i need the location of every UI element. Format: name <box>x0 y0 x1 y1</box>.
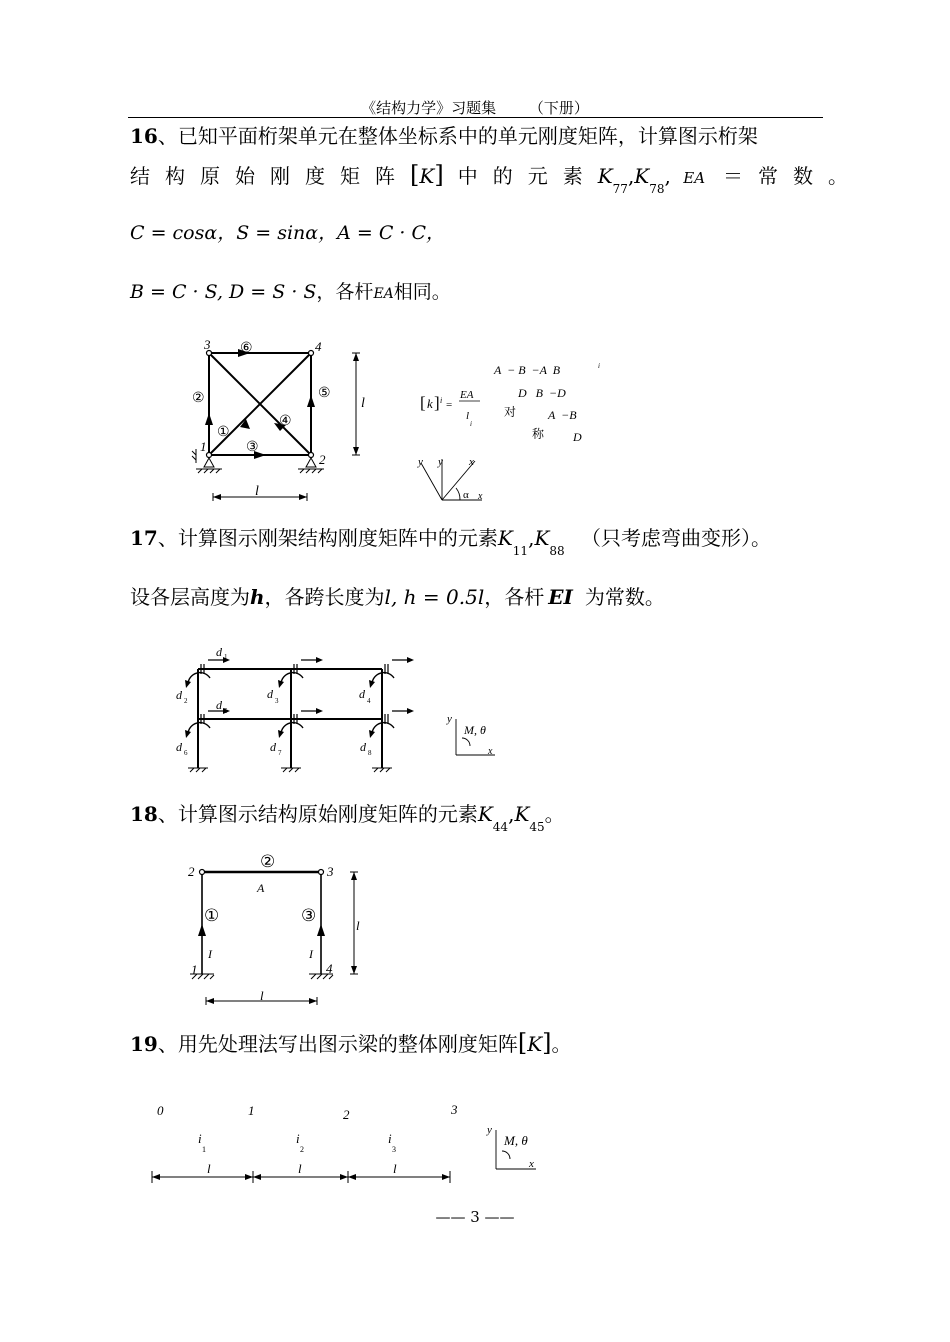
q16-text-2c: ＝常数。 <box>723 164 864 188</box>
beam-i1-sub: 1 <box>202 1145 206 1154</box>
truss-label-m6: ⑥ <box>240 341 253 356</box>
q17-ei: EI <box>548 585 573 609</box>
frame-d3: d <box>267 687 273 701</box>
q16-formula-2a: B = C · S, D = S · S <box>130 281 317 303</box>
q17-k-sym-b: K <box>534 526 550 550</box>
matrix-sym-1: 对 <box>504 405 517 419</box>
frame-d8: d <box>360 740 366 754</box>
q16-ea: EA <box>683 169 706 187</box>
portal-member-1: ① <box>204 906 220 925</box>
beam-i1: i <box>198 1131 202 1146</box>
axis-y-bar: y <box>418 456 423 468</box>
frame-axis-m: M, θ <box>464 723 486 737</box>
q17-text-2d: ，各杆 <box>484 585 545 609</box>
q19-beam-figure <box>140 1095 560 1195</box>
header-volume: （下册） <box>528 99 589 117</box>
frame-d7-sub: 7 <box>278 749 282 757</box>
matrix-bracket-close: ] <box>434 393 440 412</box>
matrix-row-3: A −B <box>548 408 577 422</box>
q16-text-2a: 结构原始刚度矩阵 <box>130 164 410 188</box>
matrix-sym-2: 称 <box>532 427 545 441</box>
q16-truss-figure <box>180 335 640 505</box>
beam-node-2: 2 <box>343 1107 350 1122</box>
q17-text-1b: （只考虑弯曲变形）。 <box>581 526 772 550</box>
truss-label-m1: ① <box>217 425 230 440</box>
truss-label-m3: ③ <box>246 440 259 455</box>
q16-formula-2b: ，各杆 <box>316 281 374 303</box>
matrix-k: k <box>427 396 433 411</box>
frame-d2: d <box>176 688 182 702</box>
q17-line2 <box>130 581 665 610</box>
frame-d6-sub: 6 <box>184 749 188 757</box>
matrix-k-sup: i <box>440 396 443 405</box>
frame-d8-sub: 8 <box>368 749 372 757</box>
truss-label-m4: ④ <box>279 414 292 429</box>
q19-number: 19 <box>130 1032 158 1056</box>
axis-alpha: α <box>463 489 469 501</box>
q19-text-1b: 。 <box>551 1032 572 1056</box>
truss-label-m5: ⑤ <box>318 386 331 401</box>
q19-k: K <box>527 1032 543 1056</box>
q17-text-2c: l, h = 0.5l <box>384 585 485 609</box>
portal-member-2: ② <box>260 852 276 871</box>
truss-node-3: 3 <box>204 337 211 352</box>
page-header <box>0 97 950 118</box>
q18-text-1b: 。 <box>544 802 565 826</box>
q19-line1: 19、用先处理法写出图示梁的整体刚度矩阵[K]。 <box>130 1029 572 1057</box>
frame-d7: d <box>270 740 276 754</box>
frame-d5: d <box>216 698 222 712</box>
frame-d4-sub: 4 <box>367 697 371 705</box>
q16-formula-2c: 相同。 <box>393 281 451 303</box>
q17-h: h <box>250 585 265 609</box>
matrix-row-4: D <box>573 430 582 444</box>
q17-k88: 88 <box>549 544 565 558</box>
beam-node-3: 3 <box>451 1102 458 1117</box>
beam-len-1: l <box>207 1161 211 1176</box>
portal-col-prop-right: I <box>309 947 313 961</box>
truss-node-4: 4 <box>315 339 322 354</box>
q18-k45: 45 <box>529 820 545 834</box>
q17-number: 17 <box>130 526 158 550</box>
page-number: —— 3 —— <box>435 1208 515 1226</box>
beam-axis-m: M, θ <box>504 1133 528 1148</box>
beam-i2-sub: 2 <box>300 1145 304 1154</box>
q18-k44: 44 <box>492 820 509 834</box>
q18-line1: 18、计算图示结构原始刚度矩阵的元素$K_{44},K_{45}$。 <box>130 802 565 834</box>
frame-d1-sub: 1 <box>224 653 228 661</box>
beam-i3-sub: 3 <box>392 1145 396 1154</box>
q17-k-sym-a: K <box>497 526 513 550</box>
q16-line2: 结构原始刚度矩阵[K] 中的元素$K_{77},K_{78}$, EA ＝常数。 <box>130 161 864 196</box>
q16-line1 <box>130 120 758 149</box>
matrix-frac-den: l <box>466 410 470 422</box>
q16-text-2b: 中的元素 <box>457 164 598 188</box>
truss-dim-vertical: l <box>361 396 365 411</box>
beam-len-2: l <box>298 1161 302 1176</box>
q19-text-1a: 、用先处理法写出图示梁的整体刚度矩阵 <box>157 1032 518 1056</box>
beam-i3: i <box>388 1131 392 1146</box>
header-title: 《结构力学》习题集 <box>361 99 497 117</box>
portal-col-prop-left: I <box>208 947 212 961</box>
portal-dim-vertical: l <box>356 918 360 933</box>
q17-k11: 11 <box>512 544 529 558</box>
q16-k77: 77 <box>612 182 628 196</box>
beam-axis-x: x <box>529 1158 534 1170</box>
matrix-eq: = <box>446 399 453 411</box>
q18-number: 18 <box>130 802 158 826</box>
q16-text-1: 、已知平面桁架单元在整体坐标系中的单元刚度矩阵，计算图示桁架 <box>157 124 758 148</box>
portal-member-3: ③ <box>301 906 317 925</box>
beam-i2: i <box>296 1131 300 1146</box>
beam-axis-y: y <box>487 1124 492 1136</box>
portal-beam-prop: A <box>257 881 265 895</box>
q16-ea-2: EA <box>373 286 394 302</box>
q16-k-sym-b: K <box>634 164 650 188</box>
beam-node-0: 0 <box>157 1103 164 1118</box>
q16-k-sym-a: K <box>597 164 613 188</box>
q16-k78: 78 <box>649 182 665 196</box>
q17-text-2b: ，各跨长度为 <box>264 585 385 609</box>
truss-dim-horizontal: l <box>255 484 259 499</box>
matrix-row-2: D B −D <box>518 386 566 400</box>
q18-frame-figure <box>180 848 380 1008</box>
truss-node-2: 2 <box>319 452 326 467</box>
q16-formula-2 <box>130 277 451 304</box>
matrix-frac-num: EA <box>460 389 474 401</box>
q17-frame-figure <box>170 640 510 780</box>
header-rule <box>128 117 823 118</box>
frame-d5-sub: 5 <box>224 707 228 715</box>
q18-k-sym-a: K <box>477 802 493 826</box>
frame-axis-x: x <box>488 746 493 757</box>
portal-dim-horizontal: l <box>260 988 264 1003</box>
q16-formula-1: C = cosα，S = sinα，A = C · C， <box>130 222 446 244</box>
matrix-frac-den-sub: i <box>470 420 472 428</box>
frame-d2-sub: 2 <box>184 697 188 705</box>
portal-node-3: 3 <box>327 864 334 879</box>
axis-x-bar: x <box>469 456 474 468</box>
truss-node-1: 1 <box>200 439 207 454</box>
matrix-sup: i <box>598 362 600 370</box>
matrix-row-1: A − B −A B <box>494 363 561 377</box>
portal-node-4: 4 <box>326 961 333 976</box>
frame-d4: d <box>359 687 365 701</box>
beam-len-3: l <box>393 1161 397 1176</box>
frame-d3-sub: 3 <box>275 697 279 705</box>
q16-number: 16 <box>130 124 158 148</box>
q17-text-1a: 、计算图示刚架结构刚度矩阵中的元素 <box>157 526 498 550</box>
portal-node-1: 1 <box>191 962 198 977</box>
q17-text-2e: 为常数。 <box>584 585 665 609</box>
truss-label-m2: ② <box>192 391 205 406</box>
beam-node-1: 1 <box>248 1103 255 1118</box>
q16-bracket-k: K <box>419 164 435 188</box>
q18-text-1a: 、计算图示结构原始刚度矩阵的元素 <box>157 802 478 826</box>
matrix-bracket-open: [ <box>420 393 426 412</box>
q17-line1: 17、计算图示刚架结构刚度矩阵中的元素$K_{11},K_{88}$ （只考虑弯曲变形）。 <box>130 526 772 558</box>
q18-k-sym-b: K <box>514 802 530 826</box>
frame-axis-y: y <box>447 713 452 725</box>
frame-d6: d <box>176 740 182 754</box>
portal-node-2: 2 <box>188 864 195 879</box>
axis-y: y <box>438 456 443 468</box>
q17-text-2a: 设各层高度为 <box>130 585 250 609</box>
axis-x: x <box>478 491 483 502</box>
frame-d1: d <box>216 645 222 659</box>
